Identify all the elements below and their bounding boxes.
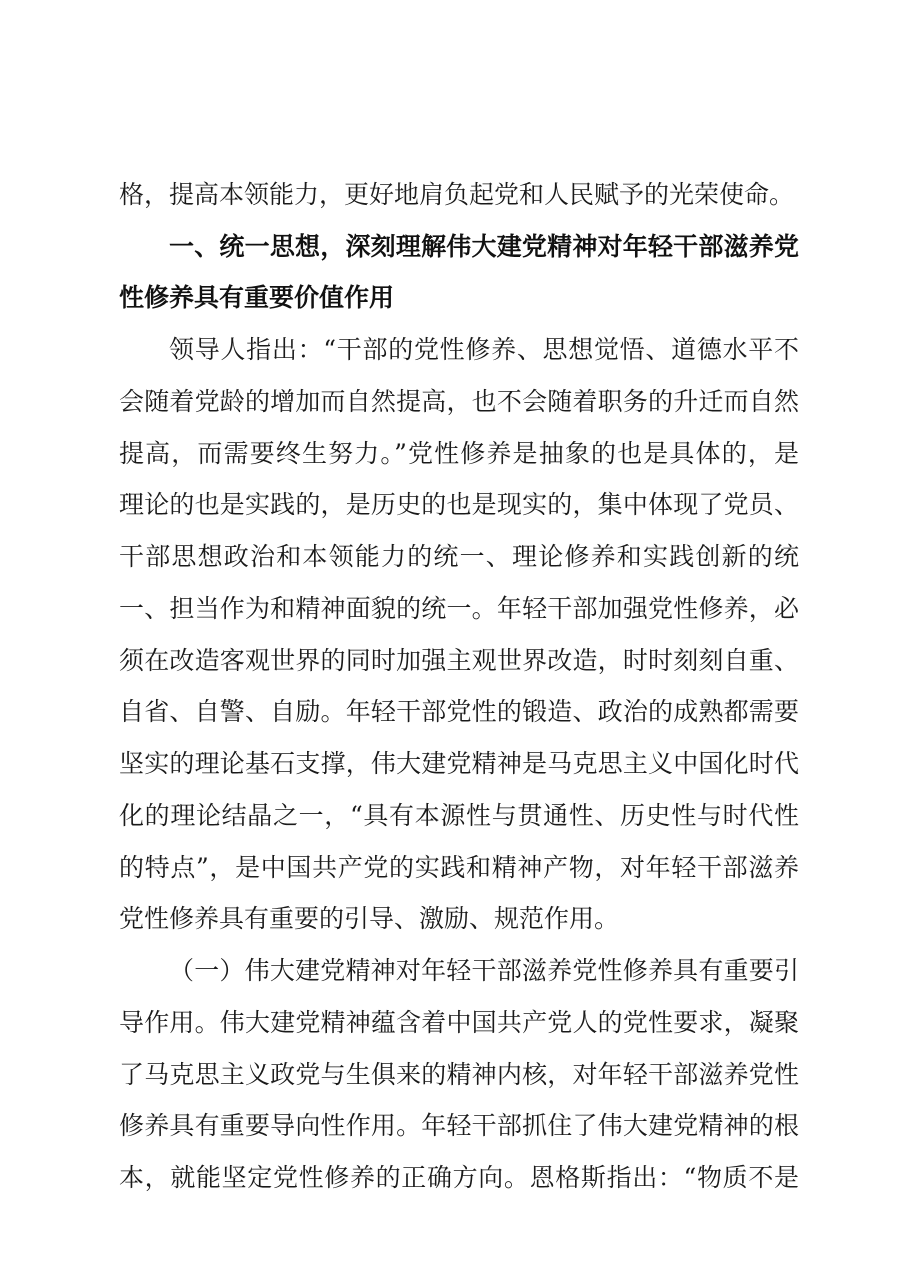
paragraph2-line: 了马克思主义政党与生俱来的精神内核，对年轻干部滋养党性	[119, 1060, 799, 1089]
paragraph1-line: 会随着党龄的增加而自然提高，也不会随着职务的升迁而自然	[119, 387, 799, 416]
paragraph2-line: 修养具有重要导向性作用。年轻干部抓住了伟大建党精神的根	[119, 1111, 799, 1140]
paragraph1-line: 理论的也是实践的，是历史的也是现实的，集中体现了党员、	[119, 490, 799, 519]
paragraph2-line: 本，就能坚定党性修养的正确方向。恩格斯指出：“物质不是	[119, 1163, 799, 1192]
paragraph2-line: 导作用。伟大建党精神蕴含着中国共产党人的党性要求，凝聚	[119, 1008, 799, 1037]
paragraph1-line: 提高，而需要终生努力。”党性修养是抽象的也是具体的，是	[119, 439, 799, 468]
section-heading-line-2: 性修养具有重要价值作用	[119, 283, 395, 312]
paragraph1-line: 坚实的理论基石支撑，伟大建党精神是马克思主义中国化时代	[119, 749, 799, 778]
paragraph1-line: 一、担当作为和精神面貌的统一。年轻干部加强党性修养，必	[119, 594, 799, 623]
paragraph2-line: （一）伟大建党精神对年轻干部滋养党性修养具有重要引	[169, 956, 799, 985]
paragraph1-line: 化的理论结晶之一，“具有本源性与贯通性、历史性与时代性	[119, 801, 799, 830]
intro-line: 格，提高本领能力，更好地肩负起党和人民赋予的光荣使命。	[119, 180, 795, 209]
paragraph1-line: 的特点”，是中国共产党的实践和精神产物，对年轻干部滋养	[119, 853, 799, 882]
paragraph1-line: 党性修养具有重要的引导、激励、规范作用。	[119, 904, 620, 933]
paragraph1-line: 须在改造客观世界的同时加强主观世界改造，时时刻刻自重、	[119, 646, 799, 675]
paragraph1-line: 领导人指出：“干部的党性修养、思想觉悟、道德水平不	[169, 335, 799, 364]
paragraph1-line: 干部思想政治和本领能力的统一、理论修养和实践创新的统	[119, 542, 799, 571]
paragraph1-line: 自省、自警、自励。年轻干部党性的锻造、政治的成熟都需要	[119, 697, 799, 726]
section-heading-line-1: 一、统一思想，深刻理解伟大建党精神对年轻干部滋养党	[169, 232, 799, 261]
